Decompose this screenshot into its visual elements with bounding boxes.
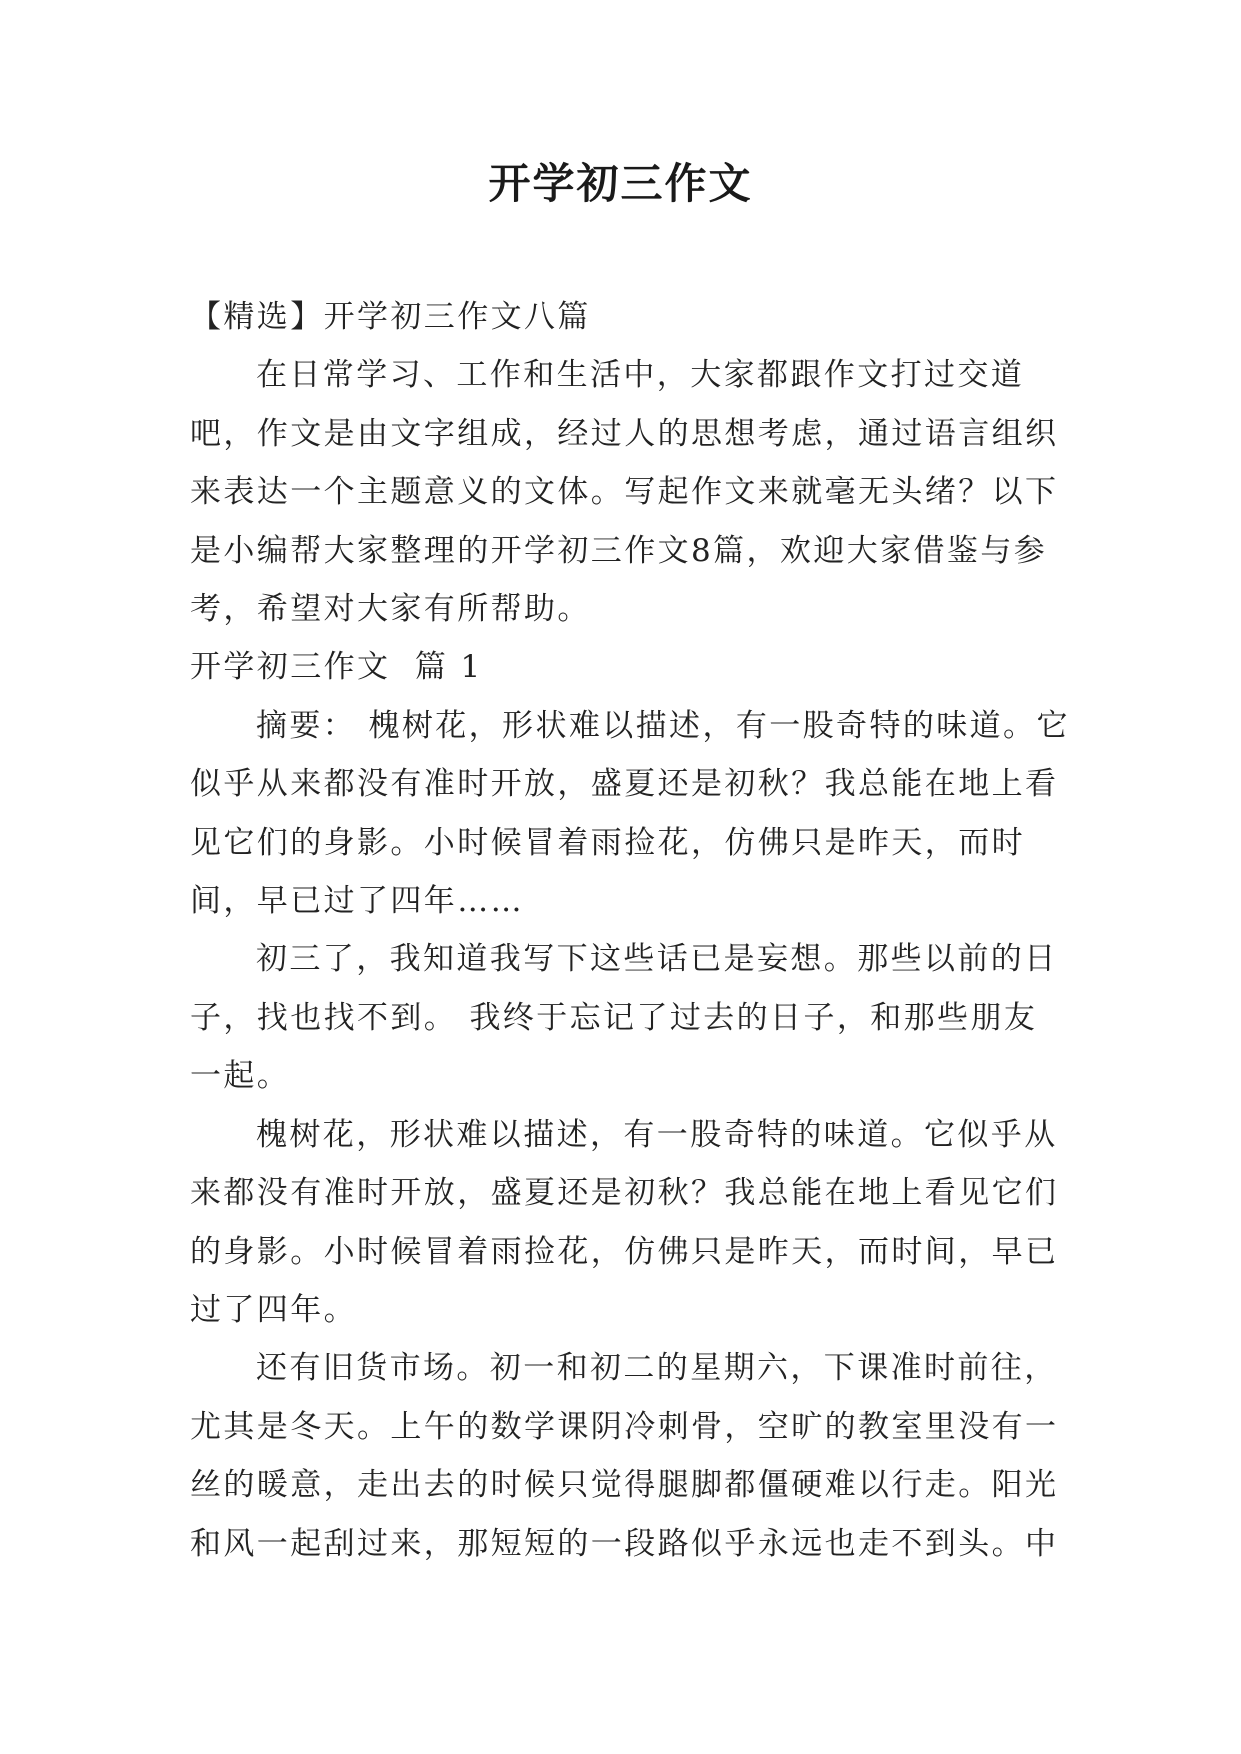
document-subtitle: 【精选】开学初三作文八篇 — [190, 299, 591, 335]
section-heading: 开学初三作文 篇 1 — [190, 649, 483, 686]
intro-paragraph: 在日常学习、工作和生活中，大家都跟作文打过交道吧，作文是由文字组成，经过人的思想考虑，通过语言组织来表达一个主题意义的文体。写起作文来就毫无头绪？以下是小编帮大家整理的开学初三作文8篇，欢迎大家借鉴与参考，希望对大家有所帮助。 — [190, 357, 1059, 628]
paragraph: 槐树花，形状难以描述，有一股奇特的味道。它似乎从来都没有准时开放，盛夏还是初秋？我总能在地上看见它们的身影。小时候冒着雨捡花，仿佛只是昨天，而时间，早已过了四年。 — [190, 1116, 1059, 1328]
document-body — [190, 288, 1070, 1573]
paragraph: 摘要： 槐树花，形状难以描述，有一股奇特的味道。它似乎从来都没有准时开放，盛夏还是初秋？我总能在地上看见它们的身影。小时候冒着雨捡花，仿佛只是昨天，而时间，早已过了四年…… — [190, 707, 1070, 920]
page-title: 开学初三作文 — [488, 159, 753, 208]
paragraph: 初三了，我知道我写下这些话已是妄想。那些以前的日子，找也找不到。 我终于忘记了过去的日子，和那些朋友一起。 — [190, 941, 1058, 1095]
paragraph: 还有旧货市场。初一和初二的星期六，下课准时前往，尤其是冬天。上午的数学课阴冷刺骨，空旷的教室里没有一丝的暖意，走出去的时候只觉得腿脚都僵硬难以行走。阳光和风一起刮过来，那短短的一段路似乎永远也走不到头。中 — [190, 1350, 1059, 1562]
